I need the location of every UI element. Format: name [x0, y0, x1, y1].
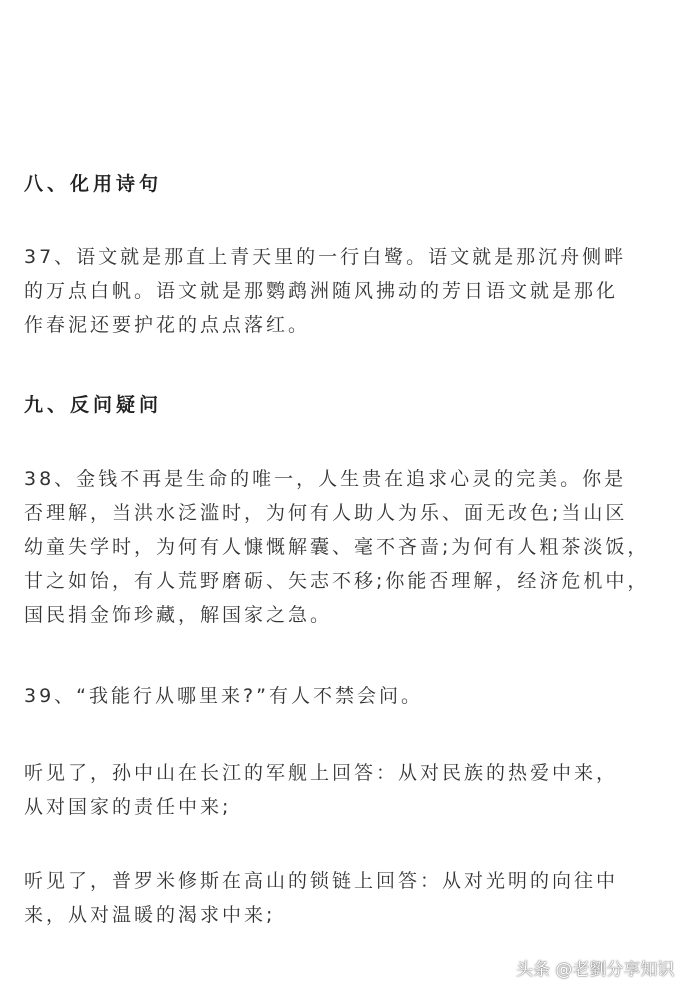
paragraph-38: 38、金钱不再是生命的唯一，人生贵在追求心灵的完美。你是 否理解，当洪水泛滥时，为何有人助人为乐、面无改色;当山区 幼童失学时，为何有人慷慨解囊、毫不吝啬;为何有人粗茶淡饭， 甘之如饴，有人荒野磨砺、矢志不移;你能否理解，经济危机中， 国民捐金饰珍藏，解国家之急。 [24, 468, 650, 626]
section-heading-9: 九、反问疑问 [24, 394, 163, 416]
paragraph-39-answer-2: 听见了，普罗米修斯在高山的锁链上回答：从对光明的向往中 来，从对温暖的渴求中来; [24, 870, 619, 926]
source-watermark: 头条 @老劉分享知识 [516, 960, 675, 980]
paragraph-37: 37、语文就是那直上青天里的一行白鹭。语文就是那沉舟侧畔 的万点白帆。语文就是那鹦鹉洲随风拂动的芳日语文就是那化 作春泥还要护花的点点落红。 [24, 246, 627, 336]
paragraph-39-answer-1: 听见了，孙中山在长江的军舰上回答：从对民族的热爱中来， 从对国家的责任中来; [24, 762, 619, 818]
section-heading-8: 八、化用诗句 [24, 173, 163, 195]
paragraph-39: 39、“我能行从哪里来?”有人不禁会问。 [24, 685, 423, 707]
